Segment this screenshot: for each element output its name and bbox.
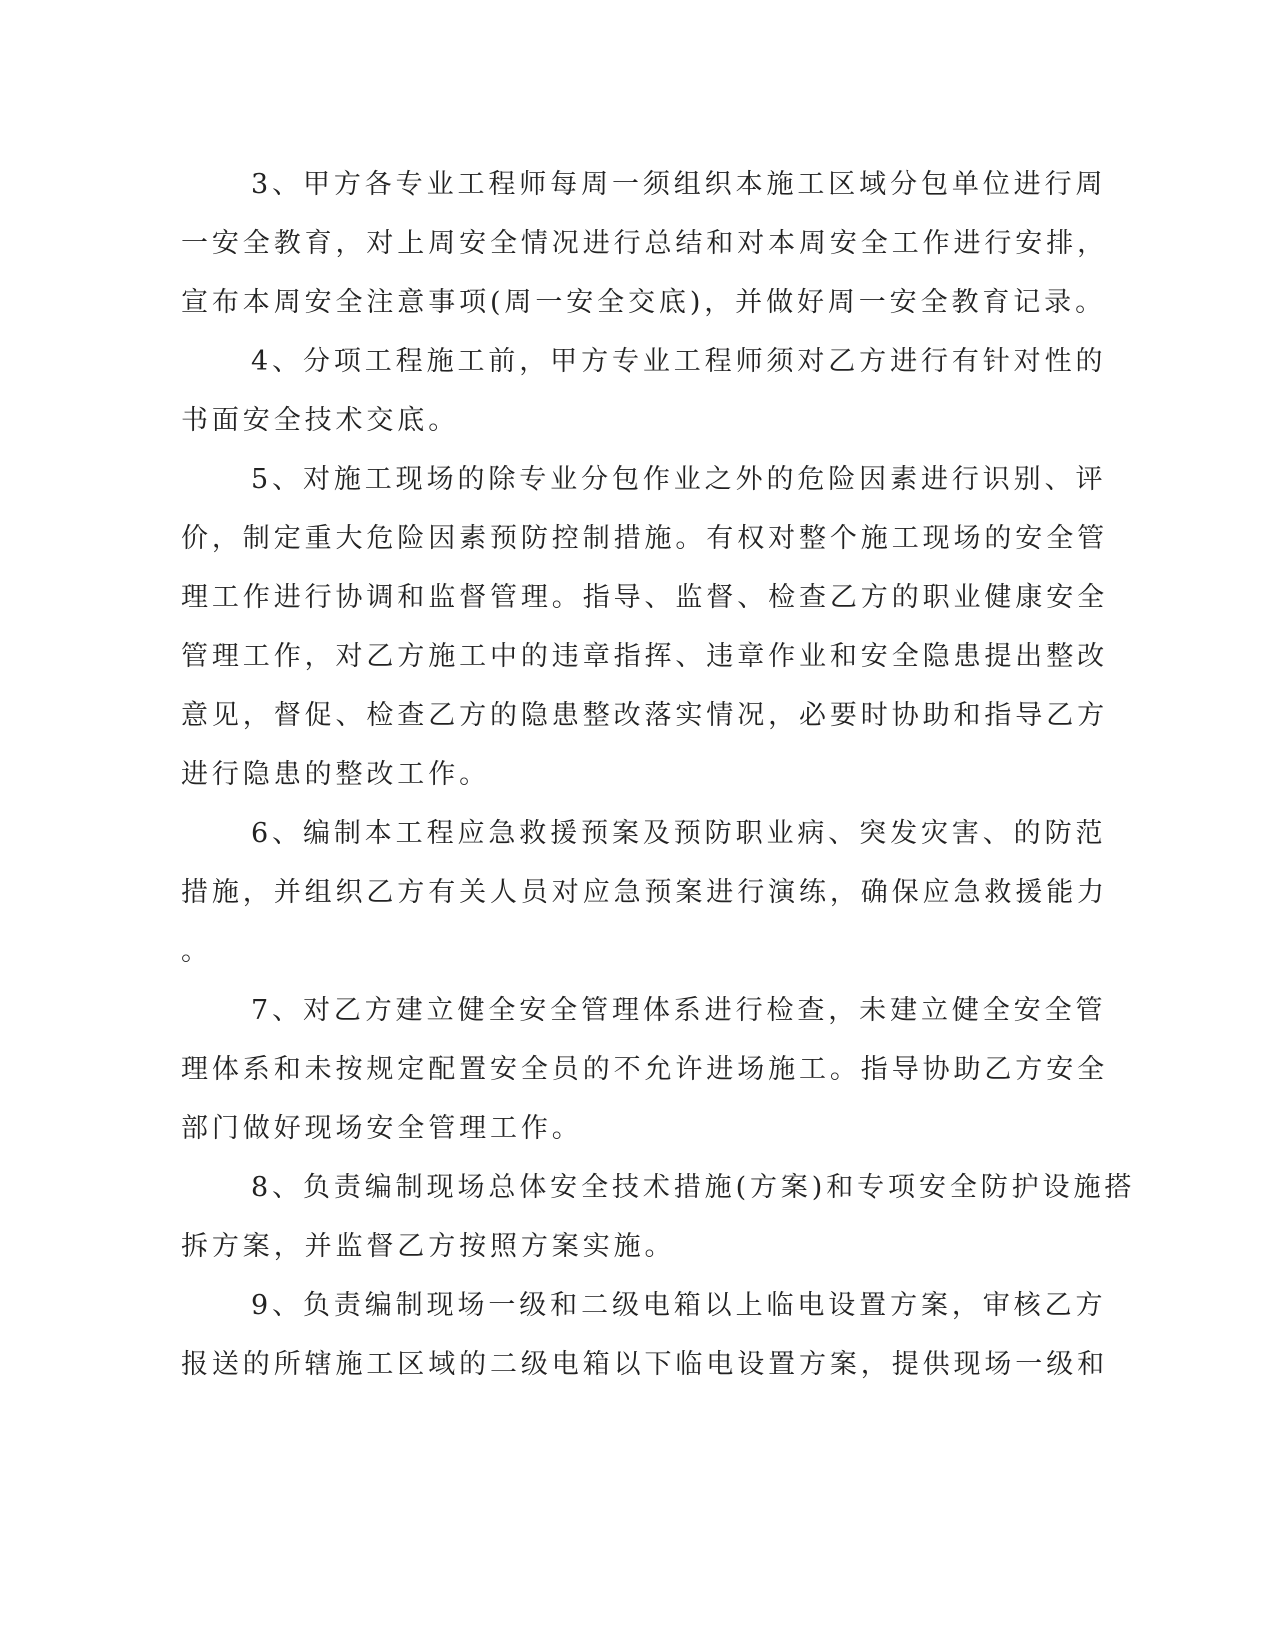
text-line: 价，制定重大危险因素预防控制措施。有权对整个施工现场的安全管 <box>181 523 1108 554</box>
text-line: 8、负责编制现场总体安全技术措施(方案)和专项安全防护设施搭 <box>251 1172 1136 1203</box>
text-line: 进行隐患的整改工作。 <box>181 759 490 790</box>
text-line: 5、对施工现场的除专业分包作业之外的危险因素进行识别、评 <box>251 464 1107 495</box>
text-line: 拆方案，并监督乙方按照方案实施。 <box>181 1231 676 1262</box>
text-line: 宣布本周安全注意事项(周一安全交底)，并做好周一安全教育记录。 <box>181 287 1106 318</box>
text-line: 书面安全技术交底。 <box>181 405 460 436</box>
text-line: 意见，督促、检查乙方的隐患整改落实情况，必要时协助和指导乙方 <box>181 700 1108 731</box>
paragraph-5 <box>181 450 1108 804</box>
paragraph-4 <box>181 332 1107 450</box>
paragraph-9 <box>181 1276 1108 1394</box>
text-line: 9、负责编制现场一级和二级电箱以上临电设置方案，审核乙方 <box>251 1290 1107 1321</box>
text-line: 措施，并组织乙方有关人员对应急预案进行演练，确保应急救援能力 <box>181 877 1108 908</box>
paragraph-8 <box>181 1158 1136 1276</box>
text-line: 4、分项工程施工前，甲方专业工程师须对乙方进行有针对性的 <box>251 346 1107 377</box>
paragraph-6 <box>181 804 1108 981</box>
text-line: 7、对乙方建立健全安全管理体系进行检查，未建立健全安全管 <box>251 995 1107 1026</box>
document-body <box>181 155 1136 1394</box>
text-line: 部门做好现场安全管理工作。 <box>181 1113 583 1144</box>
text-line: 管理工作，对乙方施工中的违章指挥、违章作业和安全隐患提出整改 <box>181 641 1108 672</box>
text-line: 3、甲方各专业工程师每周一须组织本施工区域分包单位进行周 <box>251 169 1107 200</box>
paragraph-3 <box>181 155 1108 332</box>
text-line: 理体系和未按规定配置安全员的不允许进场施工。指导协助乙方安全 <box>181 1054 1108 1085</box>
text-line: 理工作进行协调和监督管理。指导、监督、检查乙方的职业健康安全 <box>181 582 1108 613</box>
paragraph-7 <box>181 981 1108 1158</box>
text-line: 报送的所辖施工区域的二级电箱以下临电设置方案，提供现场一级和 <box>181 1349 1108 1380</box>
text-line: 6、编制本工程应急救援预案及预防职业病、突发灾害、的防范 <box>251 818 1107 849</box>
text-line: 。 <box>181 936 212 967</box>
text-line: 一安全教育，对上周安全情况进行总结和对本周安全工作进行安排， <box>181 228 1108 259</box>
